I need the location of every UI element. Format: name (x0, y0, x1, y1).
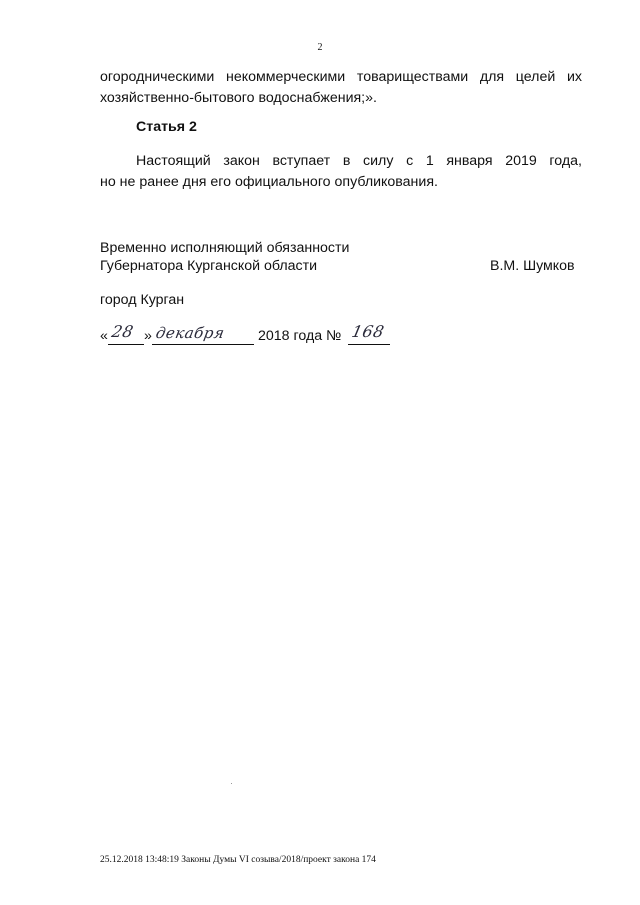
signer-name: В.М. Шумков (490, 258, 575, 274)
signer-position: Временно исполняющий обязанности (100, 240, 350, 256)
paragraph-line: огородническими некоммерческими товариществами для целей их (100, 69, 582, 85)
quote-close: » (144, 328, 152, 344)
paragraph-line: но не ранее дня его официального опубликования. (100, 174, 438, 190)
quote-open: « (100, 328, 108, 344)
city-name: город Курган (100, 292, 185, 308)
handwritten-day: 28 (109, 322, 136, 341)
signer-position: Губернатора Курганской области (100, 258, 318, 274)
handwritten-number: 168 (349, 322, 387, 341)
paragraph-line: хозяйственно-бытового водоснабжения;». (100, 90, 377, 106)
paragraph-continuation (100, 67, 582, 109)
page-number: 2 (317, 42, 323, 53)
article-paragraph (100, 151, 582, 193)
article-title: Статья 2 (136, 119, 197, 135)
paragraph-line: Настоящий закон вступает в силу с 1 января 2019 года, (136, 153, 582, 169)
year-text: 2018 года № (258, 328, 342, 344)
handwritten-month: декабря (154, 324, 227, 342)
footer-stamp: 25.12.2018 13:48:19 Законы Думы VI созыва/2018/проект закона 174 (100, 855, 376, 865)
date-line (100, 322, 400, 348)
scan-speck (231, 783, 232, 784)
